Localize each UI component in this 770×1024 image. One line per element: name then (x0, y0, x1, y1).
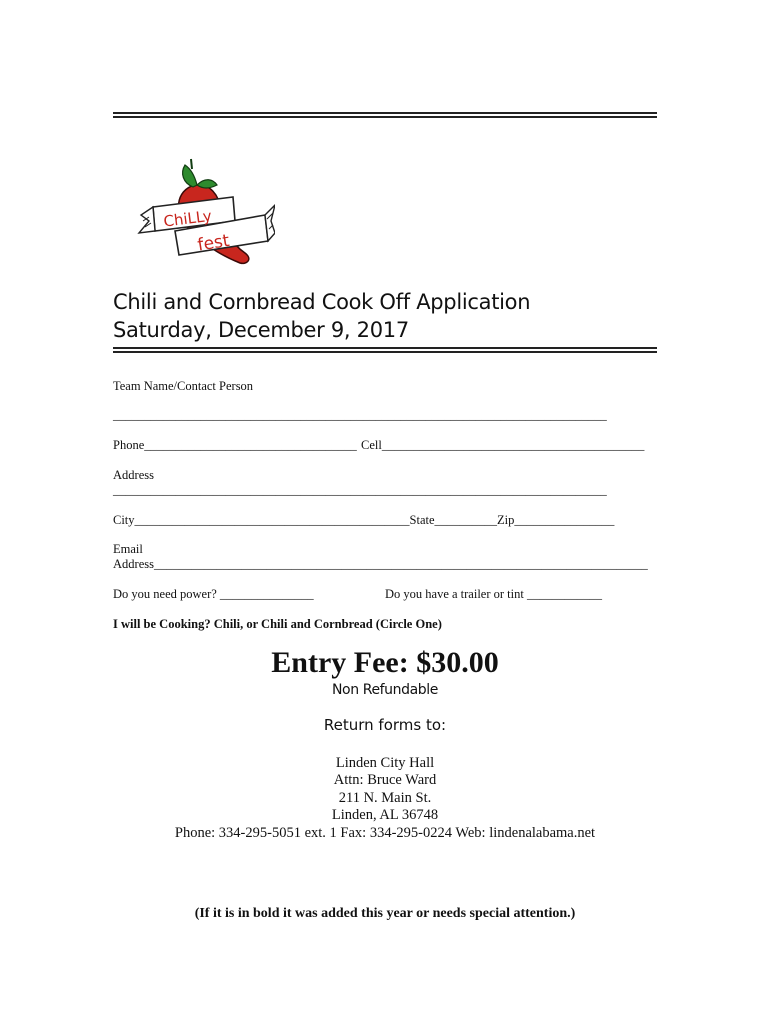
page-title: Chili and Cornbread Cook Off Application (113, 290, 531, 314)
city-state-zip-field[interactable]: City____________________________________________State__________Zip________________ (113, 513, 615, 527)
footer-note: (If it is in bold it was added this year or needs special attention.) (194, 906, 576, 921)
email-field[interactable]: Address_______________________________________________________________________________ (113, 557, 648, 571)
header-divider (113, 347, 657, 353)
logo-text-chilly: ChiLLy (162, 206, 213, 231)
entry-fee-title: Entry Fee: $30.00 (271, 646, 499, 679)
return-line-city-state: Linden, AL 36748 (331, 807, 439, 823)
chili-pepper-icon (135, 155, 275, 270)
power-question-field[interactable]: Do you need power? _______________ (113, 587, 314, 601)
return-line-city-hall: Linden City Hall (335, 755, 435, 771)
return-heading: Return forms to: (323, 716, 447, 734)
logo-text-fest: fest (196, 230, 231, 256)
phone-field[interactable]: Phone__________________________________ (113, 438, 357, 452)
chillyfest-logo (135, 155, 275, 270)
team-name-field[interactable]: _______________________________________________________________________________ (113, 408, 607, 422)
top-divider (113, 112, 657, 118)
address-label: Address (113, 468, 154, 482)
non-refundable-note: Non Refundable (331, 682, 438, 698)
cooking-choice: I will be Cooking? Chili, or Chili and Cornbread (Circle One) (113, 617, 442, 631)
cell-field[interactable]: Cell__________________________________________ (361, 438, 645, 452)
return-line-street: 211 N. Main St. (338, 790, 432, 806)
team-name-label: Team Name/Contact Person (113, 379, 254, 393)
trailer-question-field[interactable]: Do you have a trailer or tint ____________ (385, 587, 602, 601)
return-line-attn: Attn: Bruce Ward (333, 772, 437, 788)
address-field[interactable]: _______________________________________________________________________________ (113, 483, 607, 497)
email-label: Email (113, 542, 143, 556)
event-date: Saturday, December 9, 2017 (113, 318, 409, 342)
return-line-contact: Phone: 334-295-5051 ext. 1 Fax: 334-295-0224 Web: lindenalabama.net (174, 825, 596, 841)
